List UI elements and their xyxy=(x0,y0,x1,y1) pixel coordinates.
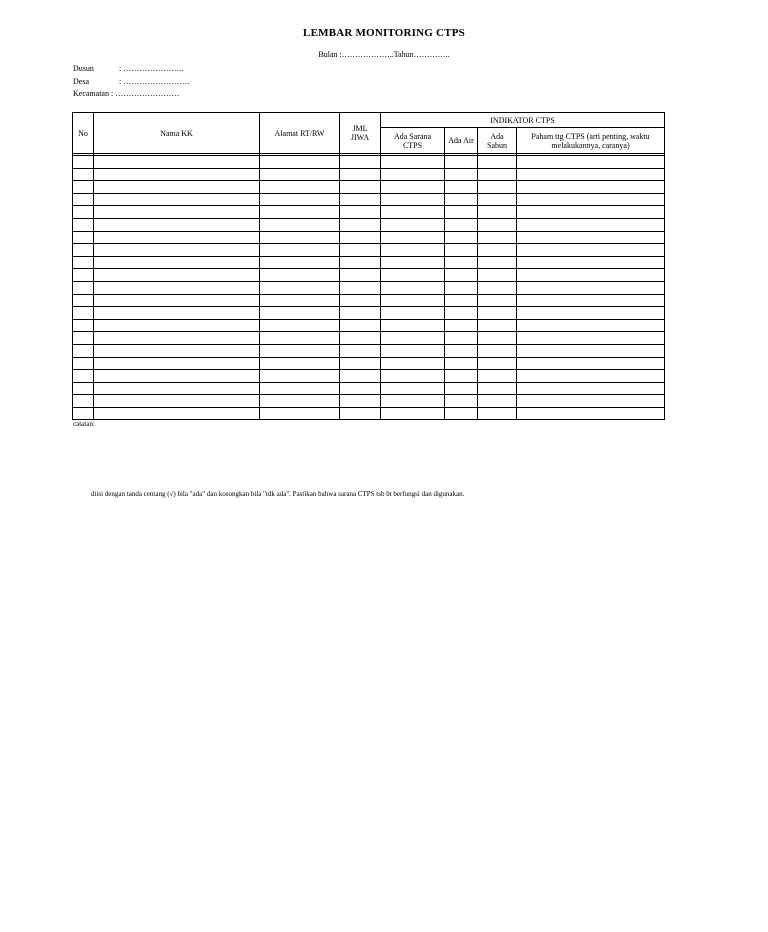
table-cell xyxy=(94,193,260,206)
location-fields xyxy=(73,63,189,101)
table-cell xyxy=(340,256,381,269)
table-cell xyxy=(517,370,665,383)
table-cell xyxy=(445,218,478,231)
table-cell xyxy=(340,344,381,357)
table-cell xyxy=(445,357,478,370)
table-cell xyxy=(517,307,665,320)
table-cell xyxy=(260,193,340,206)
table-cell xyxy=(445,294,478,307)
dusun-value: : ………………….. xyxy=(119,64,184,73)
table-cell xyxy=(260,231,340,244)
table-cell xyxy=(517,256,665,269)
table-cell xyxy=(517,395,665,408)
table-cell xyxy=(73,231,94,244)
table-cell xyxy=(260,206,340,219)
table-cell xyxy=(260,332,340,345)
table-cell xyxy=(445,319,478,332)
table-cell xyxy=(445,244,478,257)
table-body xyxy=(73,156,665,420)
table-cell xyxy=(517,244,665,257)
table-cell xyxy=(260,319,340,332)
kecamatan-field xyxy=(73,88,189,101)
table-cell xyxy=(478,307,517,320)
table-row xyxy=(73,332,665,345)
table-cell xyxy=(94,407,260,420)
table-cell xyxy=(478,407,517,420)
table-cell xyxy=(478,244,517,257)
catatan-label: catatan: xyxy=(73,420,95,428)
table-cell xyxy=(73,407,94,420)
table-cell xyxy=(381,370,445,383)
table-cell xyxy=(381,244,445,257)
table-cell xyxy=(445,281,478,294)
table-cell xyxy=(381,395,445,408)
table-cell xyxy=(381,357,445,370)
table-cell xyxy=(73,269,94,282)
table-cell xyxy=(260,294,340,307)
table-cell xyxy=(445,193,478,206)
table-cell xyxy=(340,382,381,395)
page-title: LEMBAR MONITORING CTPS xyxy=(303,27,465,39)
table-cell xyxy=(73,244,94,257)
table-cell xyxy=(340,370,381,383)
table-cell xyxy=(381,193,445,206)
table-cell xyxy=(94,370,260,383)
table-row xyxy=(73,344,665,357)
table-cell xyxy=(73,395,94,408)
table-cell xyxy=(381,307,445,320)
table-cell xyxy=(340,281,381,294)
table-row xyxy=(73,281,665,294)
table-cell xyxy=(445,231,478,244)
table-cell xyxy=(445,156,478,169)
table-cell xyxy=(445,332,478,345)
table-row xyxy=(73,256,665,269)
table-row xyxy=(73,307,665,320)
table-cell xyxy=(381,231,445,244)
table-cell xyxy=(381,181,445,194)
table-cell xyxy=(381,332,445,345)
table-cell xyxy=(478,332,517,345)
desa-value: : ……………………. xyxy=(119,76,190,86)
table-row xyxy=(73,319,665,332)
table-cell xyxy=(445,370,478,383)
table-cell xyxy=(340,269,381,282)
table-cell xyxy=(94,218,260,231)
table-cell xyxy=(73,294,94,307)
header-ada-sarana: Ada Sarana CTPS xyxy=(381,128,445,154)
table-cell xyxy=(340,294,381,307)
table-cell xyxy=(73,382,94,395)
table-cell xyxy=(381,206,445,219)
table-cell xyxy=(478,294,517,307)
table-cell xyxy=(517,181,665,194)
table-cell xyxy=(381,294,445,307)
table-cell xyxy=(73,156,94,169)
table-cell xyxy=(517,269,665,282)
table-cell xyxy=(445,256,478,269)
table-cell xyxy=(340,244,381,257)
table-cell xyxy=(517,407,665,420)
header-jml-jiwa: JML JIWA xyxy=(340,113,381,154)
table-cell xyxy=(94,168,260,181)
table-cell xyxy=(478,256,517,269)
table-cell xyxy=(478,168,517,181)
table-cell xyxy=(340,407,381,420)
table-cell xyxy=(445,344,478,357)
table-cell xyxy=(478,344,517,357)
table-row xyxy=(73,193,665,206)
table-row xyxy=(73,181,665,194)
table-row xyxy=(73,395,665,408)
kecamatan-label: Kecamatan xyxy=(73,89,109,98)
table-cell xyxy=(478,269,517,282)
table-row xyxy=(73,244,665,257)
table-row xyxy=(73,357,665,370)
table-cell xyxy=(340,307,381,320)
table-cell xyxy=(381,344,445,357)
table-cell xyxy=(478,218,517,231)
table-cell xyxy=(260,156,340,169)
table-cell xyxy=(94,231,260,244)
table-cell xyxy=(517,332,665,345)
table-cell xyxy=(260,382,340,395)
table-cell xyxy=(517,168,665,181)
table-cell xyxy=(445,382,478,395)
table-cell xyxy=(94,206,260,219)
header-ada-sabun: Ada Sabun xyxy=(478,128,517,154)
table-cell xyxy=(381,382,445,395)
table-cell xyxy=(381,256,445,269)
table-cell xyxy=(94,269,260,282)
table-cell xyxy=(340,357,381,370)
table-cell xyxy=(478,319,517,332)
table-cell xyxy=(478,357,517,370)
table-cell xyxy=(260,181,340,194)
table-cell xyxy=(478,370,517,383)
table-cell xyxy=(260,168,340,181)
table-cell xyxy=(260,407,340,420)
table-cell xyxy=(381,218,445,231)
table-cell xyxy=(478,206,517,219)
table-cell xyxy=(340,218,381,231)
table-cell xyxy=(478,181,517,194)
period-line: Bulan :………………..Tahun………….. xyxy=(318,50,450,59)
table-cell xyxy=(517,156,665,169)
table-cell xyxy=(381,319,445,332)
header-indikator-ctps: INDIKATOR CTPS xyxy=(381,113,665,128)
table-cell xyxy=(73,206,94,219)
table-cell xyxy=(73,307,94,320)
table-row xyxy=(73,407,665,420)
table-cell xyxy=(73,168,94,181)
table-row xyxy=(73,231,665,244)
table-cell xyxy=(340,168,381,181)
table-cell xyxy=(478,395,517,408)
table-cell xyxy=(94,244,260,257)
table-row xyxy=(73,218,665,231)
table-cell xyxy=(340,193,381,206)
table-cell xyxy=(260,244,340,257)
table-cell xyxy=(340,332,381,345)
table-cell xyxy=(260,307,340,320)
table-row xyxy=(73,156,665,169)
table-cell xyxy=(445,307,478,320)
table-cell xyxy=(94,332,260,345)
table-cell xyxy=(517,281,665,294)
dusun-label: Dusun xyxy=(73,64,94,73)
table-cell xyxy=(94,256,260,269)
table-cell xyxy=(517,382,665,395)
table-cell xyxy=(340,156,381,169)
table-cell xyxy=(260,269,340,282)
table-cell xyxy=(517,344,665,357)
table-cell xyxy=(478,231,517,244)
table-cell xyxy=(73,181,94,194)
table-cell xyxy=(517,357,665,370)
table-cell xyxy=(260,344,340,357)
table-row xyxy=(73,382,665,395)
table-cell xyxy=(445,407,478,420)
table-cell xyxy=(73,332,94,345)
table-cell xyxy=(517,218,665,231)
table-cell xyxy=(340,319,381,332)
table-cell xyxy=(94,307,260,320)
table-cell xyxy=(445,395,478,408)
table-cell xyxy=(478,281,517,294)
table-cell xyxy=(381,269,445,282)
table-cell xyxy=(478,382,517,395)
table-cell xyxy=(94,344,260,357)
table-cell xyxy=(94,357,260,370)
table-cell xyxy=(517,231,665,244)
monitoring-table xyxy=(72,112,665,420)
table-cell xyxy=(94,281,260,294)
table-cell xyxy=(445,168,478,181)
table-cell xyxy=(73,370,94,383)
table-cell xyxy=(94,294,260,307)
table-cell xyxy=(517,294,665,307)
table-cell xyxy=(73,256,94,269)
header-paham-ctps: Paham ttg CTPS (arti penting, waktu melakukannya, caranya) xyxy=(517,128,665,154)
table-row xyxy=(73,206,665,219)
table-cell xyxy=(73,357,94,370)
table-cell xyxy=(260,218,340,231)
table-cell xyxy=(94,382,260,395)
header-ada-air: Ada Air xyxy=(445,128,478,154)
table-cell xyxy=(517,193,665,206)
table-cell xyxy=(340,181,381,194)
table-cell xyxy=(381,168,445,181)
table-cell xyxy=(94,156,260,169)
table-cell xyxy=(478,156,517,169)
table-cell xyxy=(260,256,340,269)
table-cell xyxy=(340,395,381,408)
table-row xyxy=(73,294,665,307)
table-cell xyxy=(73,193,94,206)
table-cell xyxy=(260,281,340,294)
table-cell xyxy=(340,231,381,244)
table-row xyxy=(73,168,665,181)
table-row xyxy=(73,269,665,282)
table-cell xyxy=(94,395,260,408)
desa-field xyxy=(73,76,189,89)
header-nama-kk: Nama KK xyxy=(94,113,260,154)
header-alamat: Alamat RT/RW xyxy=(260,113,340,154)
table-cell xyxy=(445,206,478,219)
table-cell xyxy=(73,281,94,294)
table-cell xyxy=(73,319,94,332)
table-cell xyxy=(478,193,517,206)
table-cell xyxy=(94,181,260,194)
table-cell xyxy=(381,281,445,294)
desa-label: Desa xyxy=(73,76,89,86)
table-cell xyxy=(260,395,340,408)
header-no: No xyxy=(73,113,94,154)
table-row xyxy=(73,370,665,383)
instruction-note: diisi dengan tanda centang (√) bila "ada" dan kosongkan bila "tdk ada". Pastikan bahwa sarana CTPS tsb bt berfungsi dan digunakan. xyxy=(91,490,465,498)
table-cell xyxy=(517,206,665,219)
table-cell xyxy=(94,319,260,332)
table-cell xyxy=(340,206,381,219)
table-cell xyxy=(260,370,340,383)
table-cell xyxy=(260,357,340,370)
kecamatan-value: : …………………… xyxy=(110,89,180,98)
table-cell xyxy=(517,319,665,332)
dusun-field xyxy=(73,63,189,76)
table-cell xyxy=(381,156,445,169)
table-cell xyxy=(445,181,478,194)
table-cell xyxy=(445,269,478,282)
table-cell xyxy=(73,344,94,357)
table-cell xyxy=(73,218,94,231)
table-cell xyxy=(381,407,445,420)
